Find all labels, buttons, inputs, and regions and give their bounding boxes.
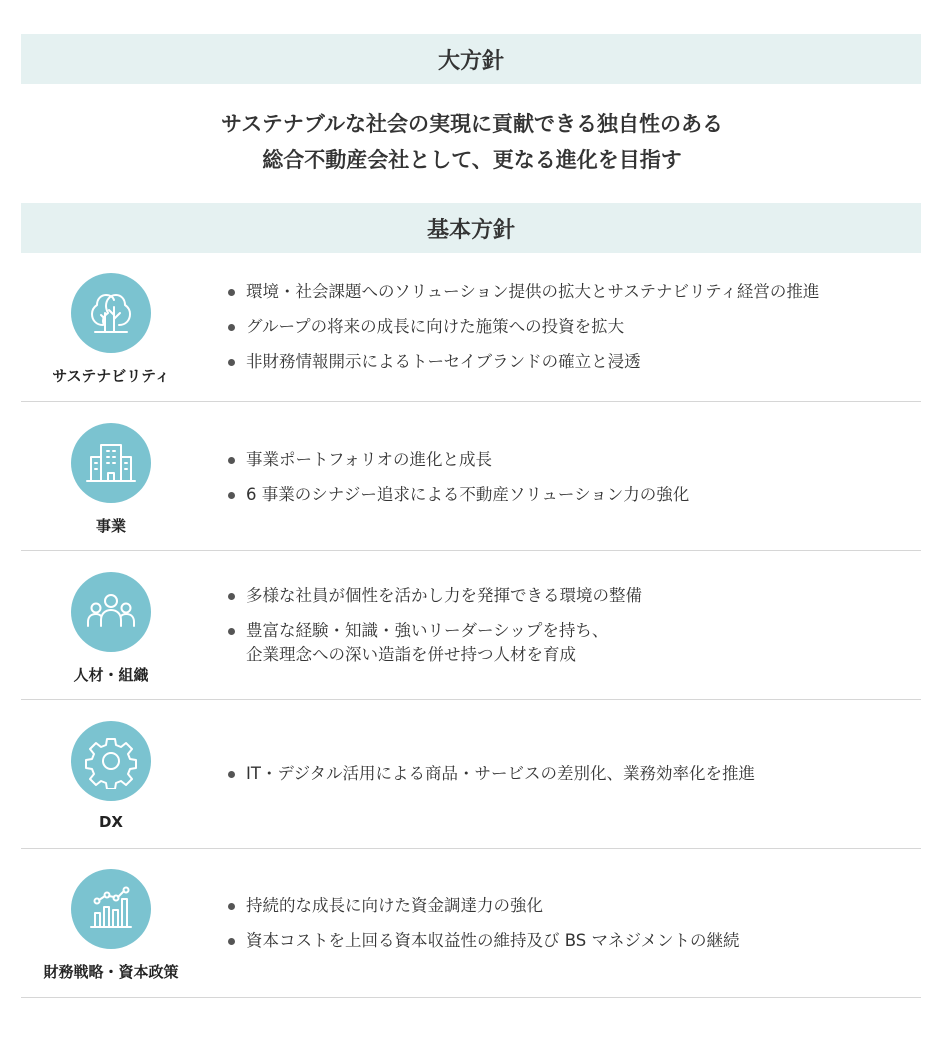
category-dx bbox=[21, 721, 201, 831]
bullet-list bbox=[228, 584, 642, 678]
category-sustainability bbox=[21, 273, 201, 386]
policy-row-sustainability bbox=[21, 253, 921, 402]
category-label: 人材・組織 bbox=[73, 666, 149, 684]
category-business bbox=[21, 423, 201, 536]
bullet-list bbox=[228, 762, 755, 797]
policy-statement-line2: 総合不動産会社として、更なる進化を目指す bbox=[262, 148, 682, 172]
gear-icon bbox=[71, 721, 151, 801]
basic-heading-band bbox=[21, 203, 921, 253]
policy-row-finance bbox=[21, 849, 921, 998]
category-label: 財務戦略・資本政策 bbox=[43, 963, 179, 981]
tree-icon bbox=[71, 273, 151, 353]
policy-heading: 大方針 bbox=[437, 48, 504, 74]
category-people bbox=[21, 572, 201, 685]
bullet-item: IT・デジタル活用による商品・サービスの差別化、業務効率化を推進 bbox=[228, 762, 755, 786]
growth-chart-icon bbox=[71, 869, 151, 949]
building-icon bbox=[71, 423, 151, 503]
basic-heading: 基本方針 bbox=[426, 217, 515, 243]
bullet-item: 持続的な成長に向けた資金調達力の強化 bbox=[228, 894, 740, 918]
bullet-item: 事業ポートフォリオの進化と成長 bbox=[228, 448, 689, 472]
bullet-item: 6 事業のシナジー追求による不動産ソリューション力の強化 bbox=[228, 483, 689, 507]
bullet-item: 豊富な経験・知識・強いリーダーシップを持ち、 bbox=[228, 619, 642, 643]
policy-heading-band bbox=[21, 34, 921, 84]
bullet-item: 環境・社会課題へのソリューション提供の拡大とサステナビリティ経営の推進 bbox=[228, 280, 819, 304]
bullet-item: 資本コストを上回る資本収益性の維持及び BS マネジメントの継続 bbox=[228, 929, 740, 953]
policy-row-business bbox=[21, 402, 921, 551]
policy-row-people bbox=[21, 551, 921, 700]
bullet-item: 多様な社員が個性を活かし力を発揮できる環境の整備 bbox=[228, 584, 642, 608]
category-label: 事業 bbox=[95, 517, 126, 535]
policy-statement bbox=[0, 106, 944, 178]
bullet-item: グループの将来の成長に向けた施策への投資を拡大 bbox=[228, 315, 819, 339]
bullet-list bbox=[228, 280, 819, 385]
people-icon bbox=[71, 572, 151, 652]
bullet-list bbox=[228, 894, 740, 964]
bullet-item: 非財務情報開示によるトーセイブランドの確立と浸透 bbox=[228, 350, 819, 374]
policy-row-dx bbox=[21, 700, 921, 849]
category-label: サステナビリティ bbox=[52, 367, 170, 385]
category-label: DX bbox=[98, 813, 124, 831]
bullet-item-continuation: 企業理念への深い造詣を併せ持つ人材を育成 bbox=[246, 645, 576, 664]
category-finance bbox=[21, 869, 201, 982]
policy-statement-line1: サステナブルな社会の実現に貢献できる独自性のある bbox=[221, 112, 723, 136]
bullet-list bbox=[228, 448, 689, 518]
